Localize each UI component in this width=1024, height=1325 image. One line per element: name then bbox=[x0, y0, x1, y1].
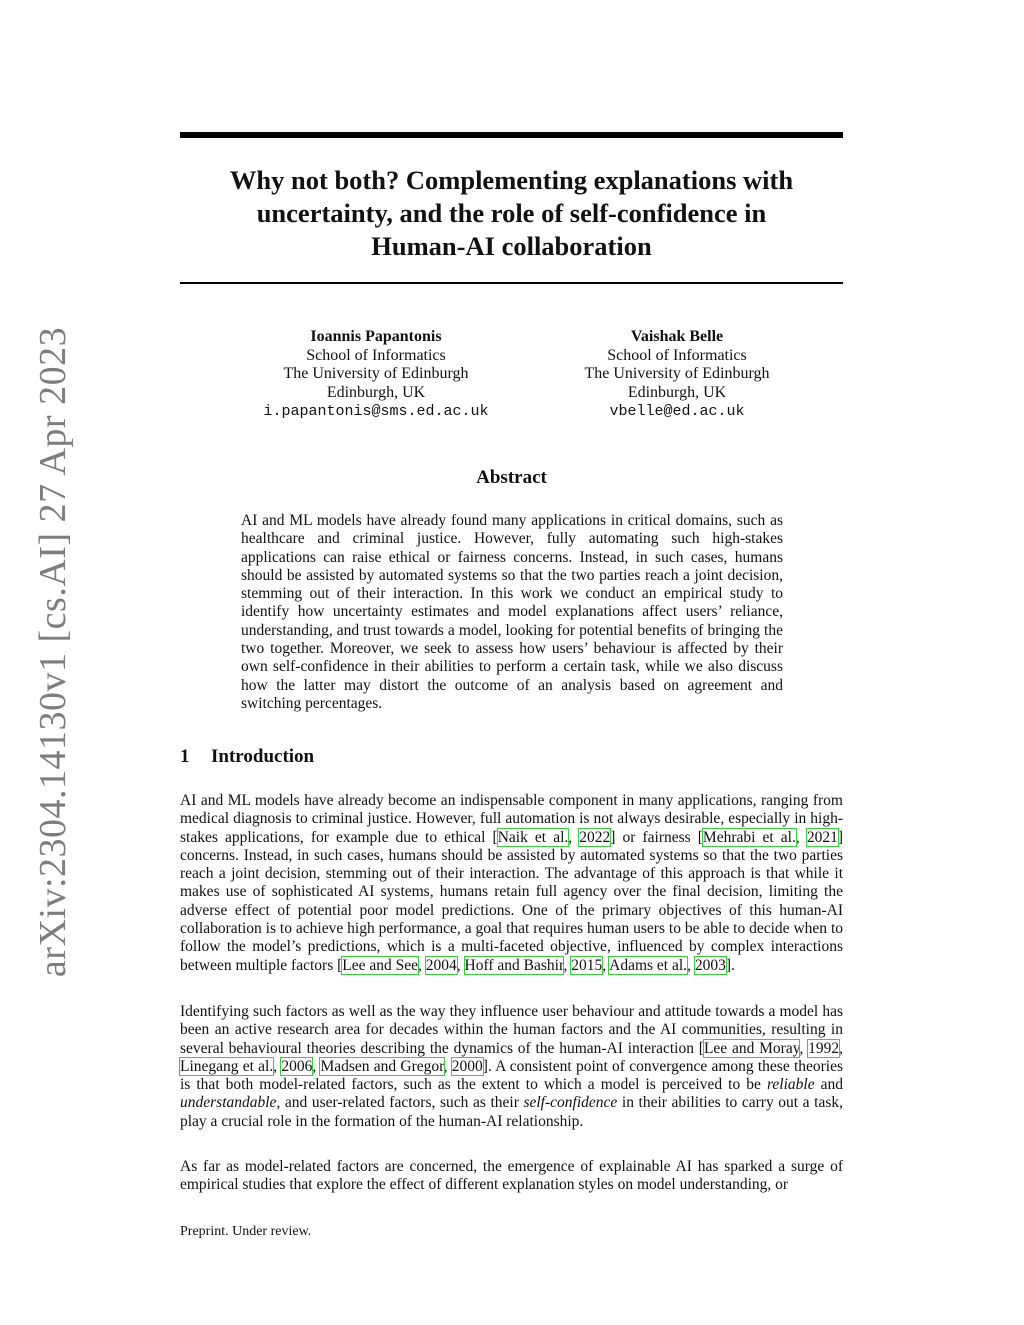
author-location: Edinburgh, UK bbox=[627, 383, 727, 401]
abstract-heading: Abstract bbox=[476, 467, 547, 488]
author-name: Ioannis Papantonis bbox=[310, 328, 442, 345]
emphasis: reliable bbox=[766, 1076, 815, 1094]
author-block-1 bbox=[216, 328, 536, 422]
citation-link[interactable]: Adams et al. bbox=[609, 956, 688, 974]
text-run: and bbox=[814, 1076, 844, 1094]
intro-paragraph-1 bbox=[180, 792, 843, 975]
text-run: , bbox=[443, 1057, 452, 1075]
text-run: , bbox=[602, 956, 610, 974]
citation-link[interactable]: 2006 bbox=[281, 1057, 313, 1075]
intro-paragraph-2 bbox=[180, 1003, 843, 1131]
text-run: , bbox=[795, 828, 807, 846]
citation-link[interactable]: Lee and Moray bbox=[703, 1039, 800, 1057]
text-run: , bbox=[273, 1057, 282, 1075]
arxiv-stamp: arXiv:2304.14130v1 [cs.AI] 27 Apr 2023 bbox=[32, 326, 74, 978]
author-dept: School of Informatics bbox=[306, 346, 446, 364]
text-run: , bbox=[563, 956, 572, 974]
citation-link[interactable]: Naik et al. bbox=[497, 828, 569, 846]
text-run: in their abilities to carry out a task, play a crucial role in the formation of the human-AI relationship. bbox=[180, 1094, 843, 1130]
citation-link[interactable]: 2003 bbox=[694, 956, 726, 974]
text-run: AI and ML models have already become an indispensable component in many applications, ranging from medical diagnosis to criminal justice. However, full automation is not always desirable, especially in high-stakes applications, for example due to ethical [ bbox=[180, 792, 843, 846]
title-line: Human-AI collaboration bbox=[371, 231, 652, 261]
emphasis: self-confidence bbox=[523, 1094, 618, 1112]
citation-link[interactable]: 2000 bbox=[451, 1057, 483, 1075]
text-run: , bbox=[418, 956, 426, 974]
text-run: ] or fairness [ bbox=[610, 828, 703, 846]
text-run: ]. bbox=[725, 956, 735, 974]
text-run: , and user-related factors, such as their bbox=[276, 1094, 524, 1112]
citation-link[interactable]: 2022 bbox=[579, 828, 611, 846]
author-location: Edinburgh, UK bbox=[326, 383, 426, 401]
citation-link[interactable]: 2021 bbox=[806, 828, 838, 846]
author-email[interactable]: vbelle@ed.ac.uk bbox=[609, 403, 745, 420]
author-dept: School of Informatics bbox=[607, 346, 747, 364]
text-run: , bbox=[839, 1039, 843, 1057]
citation-link[interactable]: Hoff and Bashir bbox=[464, 956, 564, 974]
author-institution: The University of Edinburgh bbox=[584, 365, 770, 382]
text-run: , bbox=[456, 956, 465, 974]
author-email[interactable]: i.papantonis@sms.ed.ac.uk bbox=[263, 403, 489, 420]
footer-note: Preprint. Under review. bbox=[180, 1224, 312, 1239]
paper-title bbox=[180, 164, 843, 263]
title-bottom-rule bbox=[180, 282, 843, 284]
text-run: , bbox=[568, 828, 580, 846]
text-run: , bbox=[312, 1057, 321, 1075]
citation-link[interactable]: Mehrabi et al. bbox=[702, 828, 796, 846]
text-run: ]. A consistent point of convergence among these theories is that both model-related factors, such as the extent to which a model is perceived to be bbox=[180, 1057, 844, 1094]
citation-link[interactable]: 2004 bbox=[425, 956, 457, 974]
emphasis: understandable bbox=[180, 1094, 277, 1112]
text-run: , bbox=[687, 956, 695, 974]
citation-link[interactable]: Linegang et al. bbox=[180, 1057, 274, 1075]
title-top-rule bbox=[180, 132, 843, 138]
author-name: Vaishak Belle bbox=[630, 328, 724, 345]
author-institution: The University of Edinburgh bbox=[283, 365, 469, 382]
title-line: uncertainty, and the role of self-confidence in bbox=[256, 198, 767, 228]
author-block-2 bbox=[517, 328, 837, 422]
citation-link[interactable]: Madsen and Gregor bbox=[320, 1057, 444, 1075]
section-heading bbox=[180, 746, 314, 768]
text-run: ] concerns. Instead, in such cases, humans should be assisted by automated systems so that the two parties reach a joint decision, stemming out of their interaction. The advantage of this approach is that while it makes use of sophisticated AI systems, humans retain full agency over the final decision, limiting the adverse effect of potential poor model predictions. One of the primary objectives of this human-AI collaboration is to achieve high performance, a goal that requires human users to be able to decide when to follow the model’s predictions, which is a multi-faceted objective, influenced by complex interactions between multiple factors [ bbox=[180, 828, 843, 974]
text-run: , bbox=[799, 1039, 809, 1057]
title-line: Why not both? Complementing explanations with bbox=[229, 165, 794, 195]
citation-link[interactable]: 2015 bbox=[571, 956, 603, 974]
section-title: Introduction bbox=[211, 746, 315, 767]
section-number: 1 bbox=[180, 746, 190, 767]
citation-link[interactable]: 1992 bbox=[808, 1039, 840, 1057]
abstract-text: AI and ML models have already found many applications in critical domains, such as healthcare and criminal justice. However, fully automating such high-stakes applications can raise ethical or fairness concerns. Instead, in such cases, humans should be assisted by automated systems so that the two parties reach a joint decision, stemming out of their interaction. In this work we conduct an empirical study to identify how uncertainty estimates and model explanations affect users’ reliance, understanding, and trust towards a model, looking for potential benefits of bringing the two together. Moreover, we seek to assess how users’ behaviour is affected by their own self-confidence in their abilities to perform a certain task, while we also discuss how the latter may distort the outcome of an analysis based on agreement and switching percentages. bbox=[241, 512, 783, 712]
intro-paragraph-3: As far as model-related factors are concerned, the emergence of explainable AI has sparked a surge of empirical studies that explore the effect of different explanation styles on model understanding, or bbox=[180, 1158, 843, 1194]
citation-link[interactable]: Lee and See bbox=[342, 956, 419, 974]
text-run: Identifying such factors as well as the way they influence user behaviour and attitude towards a model has been an active research area for decades within the human factors and the AI communities, resulting in several behavioural theories describing the dynamics of the human-AI interaction [ bbox=[180, 1003, 843, 1057]
